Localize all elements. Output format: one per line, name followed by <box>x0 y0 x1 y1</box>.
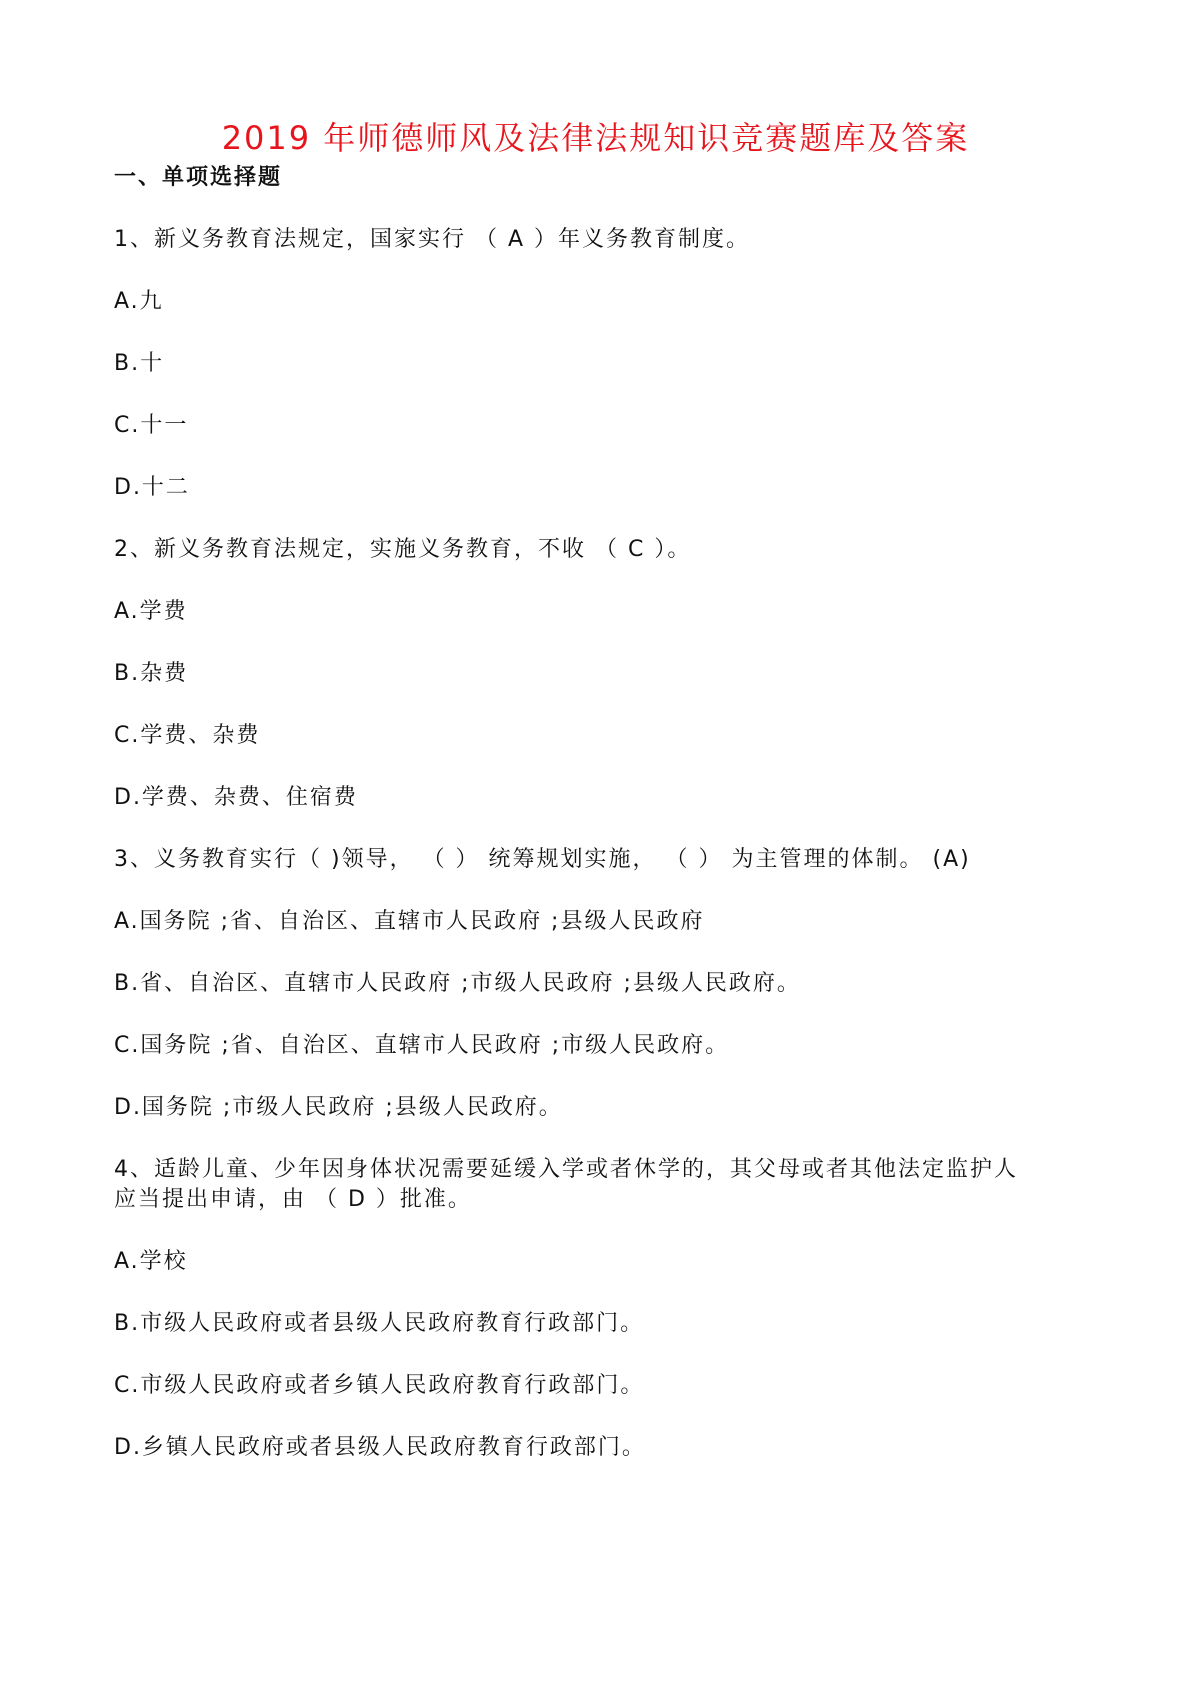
question-3-stem: 3、义务教育实行（ )领导， （ ） 统筹规划实施， （ ） 为主管理的体制。 (A) <box>114 847 971 872</box>
question-4-option-c: C.市级人民政府或者乡镇人民政府教育行政部门。 <box>114 1373 645 1398</box>
question-3-option-b: B.省、自治区、直辖市人民政府 ;市级人民政府 ;县级人民政府。 <box>114 971 801 996</box>
question-4-option-a: A.学校 <box>114 1249 188 1274</box>
question-3-option-a: A.国务院 ;省、自治区、直辖市人民政府 ;县级人民政府 <box>114 909 705 934</box>
question-1-stem: 1、新义务教育法规定，国家实行 （ A ）年义务教育制度。 <box>114 227 751 252</box>
question-2-stem: 2、新义务教育法规定，实施义务教育，不收 （ C ）。 <box>114 537 692 562</box>
question-3-option-c: C.国务院 ;省、自治区、直辖市人民政府 ;市级人民政府。 <box>114 1033 730 1058</box>
question-1-option-b: B.十 <box>114 351 165 376</box>
question-1-option-d: D.十二 <box>114 475 190 500</box>
question-4-option-b: B.市级人民政府或者县级人民政府教育行政部门。 <box>114 1311 645 1336</box>
document-title: 2019 年师德师风及法律法规知识竞赛题库及答案 <box>221 119 970 157</box>
question-4-option-d: D.乡镇人民政府或者县级人民政府教育行政部门。 <box>114 1435 646 1460</box>
question-2-option-c: C.学费、杂费 <box>114 723 261 748</box>
question-3-option-d: D.国务院 ;市级人民政府 ;县级人民政府。 <box>114 1095 563 1120</box>
question-2-option-a: A.学费 <box>114 599 188 624</box>
question-4-stem-line-1: 4、适龄儿童、少年因身体状况需要延缓入学或者休学的，其父母或者其他法定监护人 <box>114 1157 1018 1182</box>
question-1-option-a: A.九 <box>114 289 164 314</box>
question-4-stem-line-2: 应当提出申请，由 （ D ）批准。 <box>114 1187 472 1212</box>
section-heading: 一、单项选择题 <box>114 165 283 190</box>
question-2-option-d: D.学费、杂费、住宿费 <box>114 785 358 810</box>
question-1-option-c: C.十一 <box>114 413 189 438</box>
question-2-option-b: B.杂费 <box>114 661 189 686</box>
